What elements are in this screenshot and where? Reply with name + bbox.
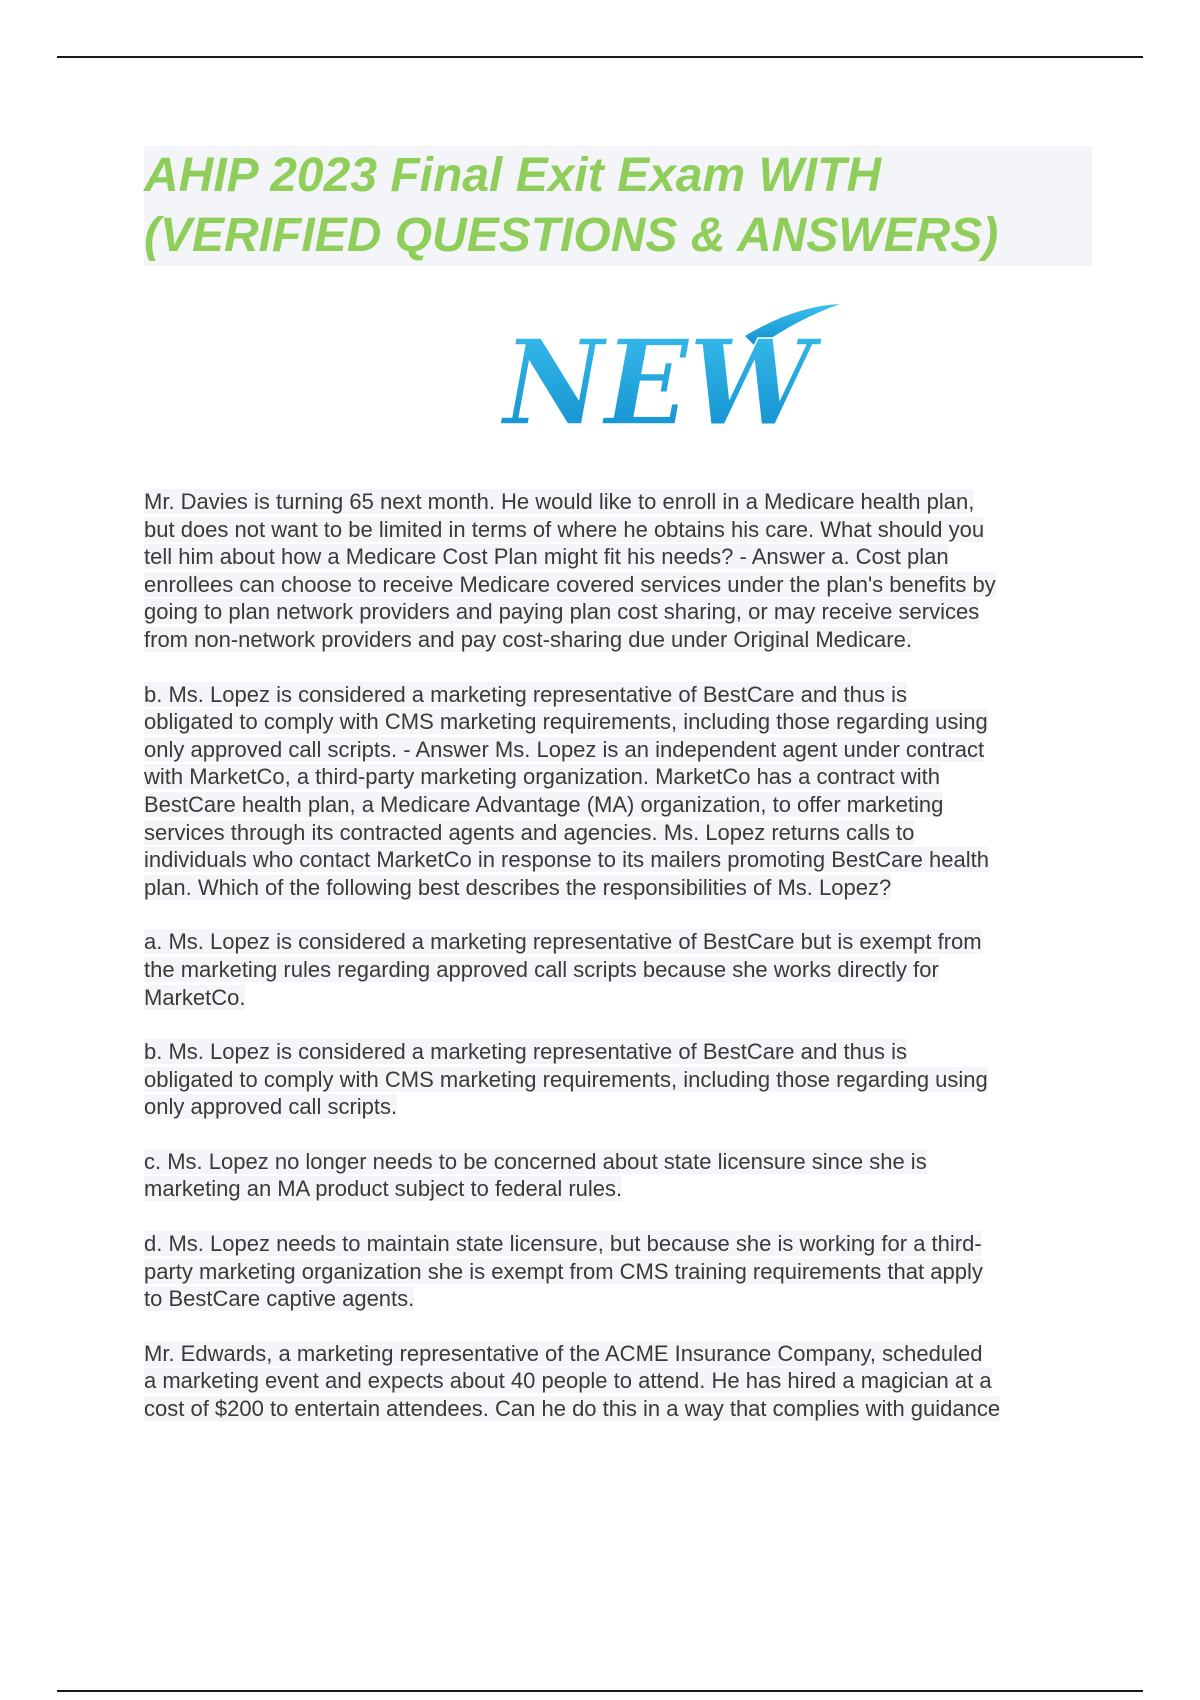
paragraph-line: BestCare health plan, a Medicare Advantage (MA) organization, to offer marketing (144, 791, 944, 817)
new-badge (495, 296, 845, 436)
paragraph-line: only approved call scripts. (144, 1094, 398, 1120)
paragraph-line: from non-network providers and pay cost-sharing due under Original Medicare. (144, 626, 912, 652)
paragraph-line: cost of $200 to entertain attendees. Can he do this in a way that complies with guidance (144, 1396, 1001, 1422)
paragraph-line: plan. Which of the following best describes the responsibilities of Ms. Lopez? (144, 874, 892, 900)
paragraph-line: individuals who contact MarketCo in response to its mailers promoting BestCare health (144, 847, 989, 873)
paragraph-line: Mr. Edwards, a marketing representative of the ACME Insurance Company, scheduled (144, 1340, 983, 1366)
paragraph-3 (144, 928, 1094, 1011)
paragraph-line: only approved call scripts. - Answer Ms. Lopez is an independent agent under contract (144, 736, 985, 762)
paragraph-line: obligated to comply with CMS marketing requirements, including those regarding using (144, 709, 988, 735)
paragraph-line: a. Ms. Lopez is considered a marketing representative of BestCare but is exempt from (144, 929, 982, 955)
badge-text: NEW (499, 313, 823, 436)
paragraph-7 (144, 1340, 1094, 1423)
paragraph-5 (144, 1148, 1094, 1203)
document-body (144, 488, 1094, 1450)
paragraph-1 (144, 488, 1094, 654)
document-title (144, 146, 1092, 266)
paragraph-line: going to plan network providers and paying plan cost sharing, or may receive services (144, 599, 980, 625)
paragraph-line: b. Ms. Lopez is considered a marketing representative of BestCare and thus is (144, 1039, 908, 1065)
paragraph-line: d. Ms. Lopez needs to maintain state licensure, but because she is working for a third- (144, 1231, 982, 1257)
title-line-2: (VERIFIED QUESTIONS & ANSWERS) (144, 209, 999, 262)
paragraph-line: a marketing event and expects about 40 people to attend. He has hired a magician at a (144, 1368, 992, 1394)
paragraph-line: the marketing rules regarding approved call scripts because she works directly for (144, 956, 939, 982)
title-line-1: AHIP 2023 Final Exit Exam WITH (144, 149, 882, 202)
paragraph-2 (144, 681, 1094, 902)
paragraph-line: tell him about how a Medicare Cost Plan might fit his needs? - Answer a. Cost plan (144, 544, 949, 570)
paragraph-6 (144, 1230, 1094, 1313)
paragraph-line: MarketCo. (144, 984, 246, 1010)
paragraph-line: enrollees can choose to receive Medicare covered services under the plan's benefits by (144, 571, 996, 597)
paragraph-line: services through its contracted agents and agencies. Ms. Lopez returns calls to (144, 819, 915, 845)
paragraph-line: marketing an MA product subject to federal rules. (144, 1176, 623, 1202)
paragraph-line: b. Ms. Lopez is considered a marketing representative of BestCare and thus is (144, 681, 908, 707)
paragraph-line: obligated to comply with CMS marketing requirements, including those regarding using (144, 1066, 988, 1092)
paragraph-line: party marketing organization she is exempt from CMS training requirements that apply (144, 1258, 983, 1284)
top-rule (57, 56, 1143, 58)
paragraph-line: c. Ms. Lopez no longer needs to be concerned about state licensure since she is (144, 1148, 927, 1174)
paragraph-line: to BestCare captive agents. (144, 1286, 415, 1312)
bottom-rule (57, 1690, 1143, 1692)
paragraph-line: Mr. Davies is turning 65 next month. He would like to enroll in a Medicare health plan, (144, 489, 975, 514)
paragraph-line: with MarketCo, a third-party marketing organization. MarketCo has a contract with (144, 764, 940, 790)
paragraph-line: but does not want to be limited in terms of where he obtains his care. What should you (144, 516, 985, 542)
paragraph-4 (144, 1038, 1094, 1121)
